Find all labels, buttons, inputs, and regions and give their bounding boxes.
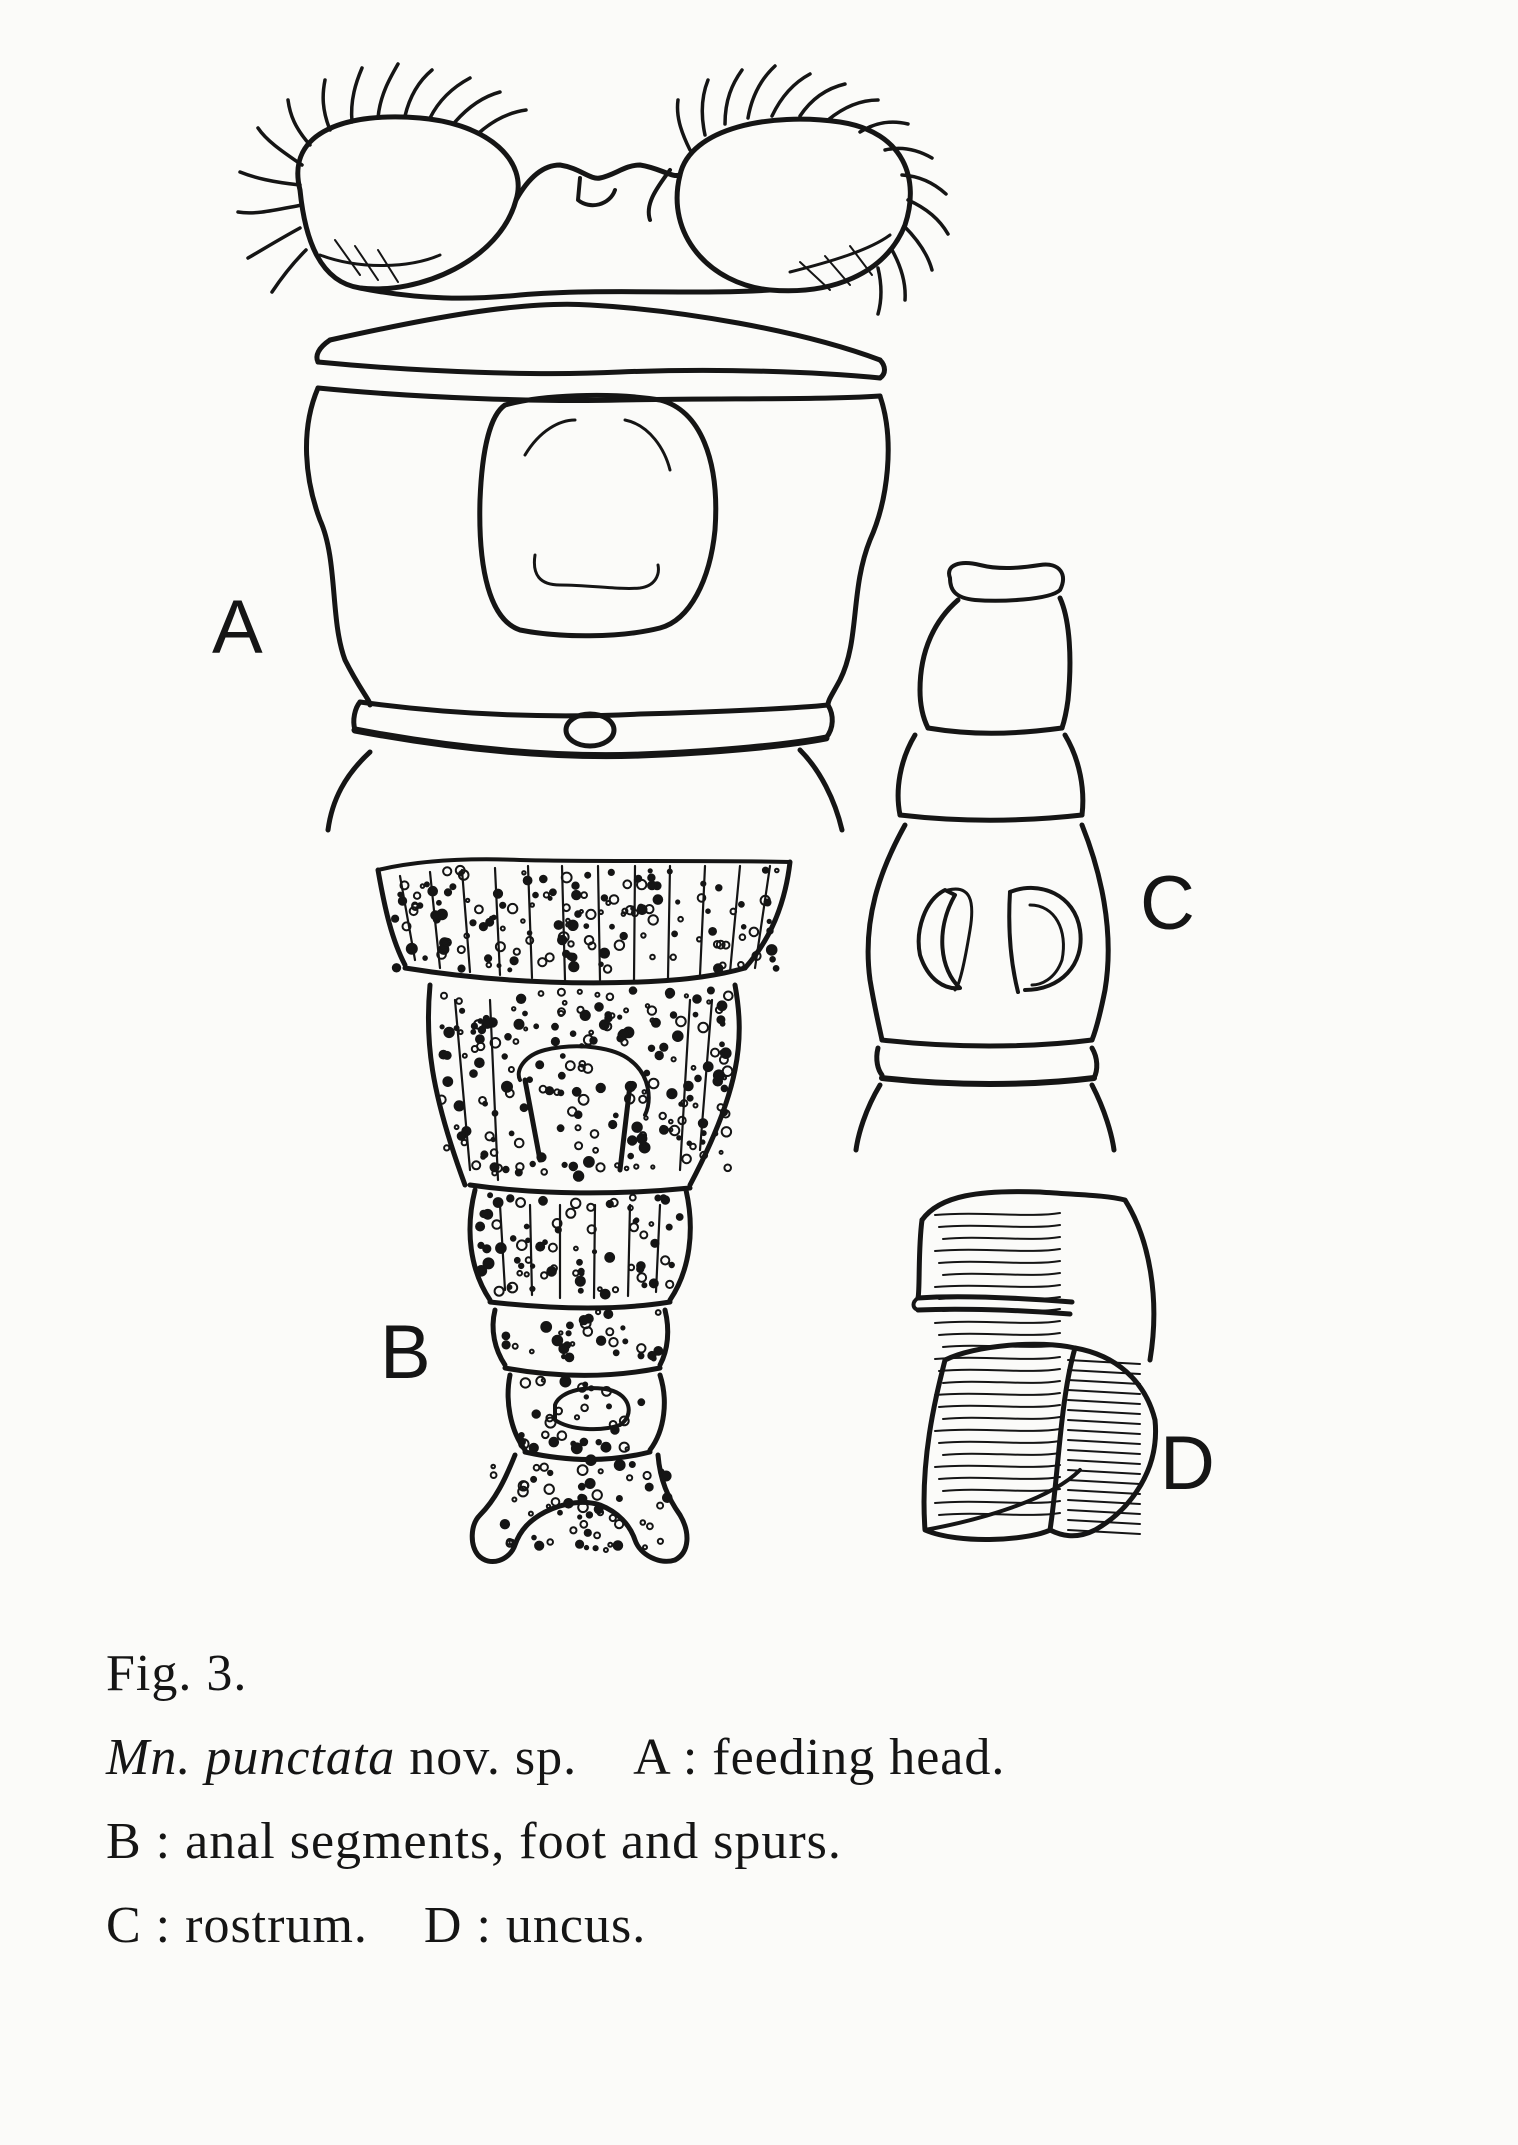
figure-caption xyxy=(106,1632,1506,1968)
hatch-lines xyxy=(935,1213,1140,1534)
caption-line-3 xyxy=(106,1884,1506,1968)
panel-label-d: D xyxy=(1160,1421,1215,1506)
caption-item-d: D : uncus. xyxy=(423,1897,647,1954)
caption-species: Mn. punctata xyxy=(106,1729,396,1786)
panel-label-b: B xyxy=(380,1310,431,1395)
panel-label-a: A xyxy=(212,585,263,670)
uncus-drawing xyxy=(914,1192,1156,1540)
panel-label-c: C xyxy=(1140,861,1195,946)
caption-species-suffix: nov. sp. xyxy=(395,1729,578,1786)
feeding-head-drawing xyxy=(238,64,948,830)
caption-item-c: C : rostrum. xyxy=(106,1897,368,1954)
rostrum-drawing xyxy=(856,563,1114,1150)
anal-segments-drawing xyxy=(378,859,790,1561)
caption-figure-number: Fig. 3. xyxy=(106,1645,248,1702)
caption-item-b: B : anal segments, foot and spurs. xyxy=(106,1813,842,1870)
stipple-texture xyxy=(392,866,779,1552)
caption-line-1 xyxy=(106,1716,1506,1800)
caption-item-a: A : feeding head. xyxy=(633,1729,1006,1786)
